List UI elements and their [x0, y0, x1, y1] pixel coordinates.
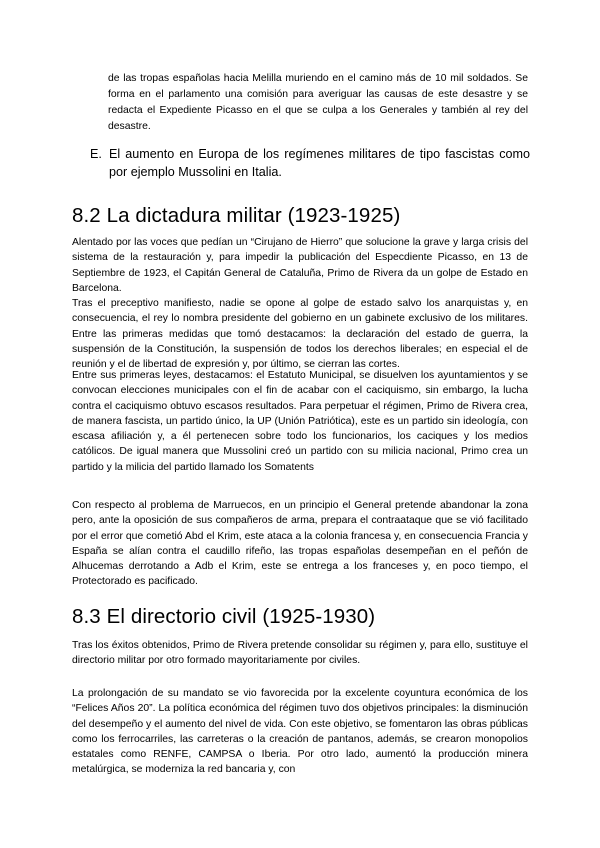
list-item-e [90, 146, 530, 181]
list-item-marker: E. [90, 147, 102, 161]
section-8-2-heading: 8.2 La dictadura militar (1923-1925) [72, 204, 401, 227]
section-8-2-paragraph-1: Alentado por las voces que pedían un “Cirujano de Hierro” que solucione la grave y larga crisis del sistema de la restauración y, para impedir la publicación del Especdiente Picasso, en 13 de Septiembre de 1923, el Capitán General de Cataluña, Primo de Rivera da un golpe de Estado en Barcelona. [72, 237, 528, 294]
section-8-3-heading: 8.3 El directorio civil (1925-1930) [72, 605, 376, 628]
section-8-3-paragraph-1: Tras los éxitos obtenidos, Primo de Rivera pretende consolidar su régimen y, para ello, sustituye el directorio militar por otro formado mayoritariamente por civiles. [72, 640, 528, 667]
intro-paragraph: de las tropas españolas hacia Melilla muriendo en el camino más de 10 mil soldados. Se forma en el parlamento una comisión para averiguar las causas de este desastre y se redacta el Expediente Picasso en el que se culpa a los Generales y también al rey del desastre. [108, 73, 528, 132]
section-8-2-paragraph-2: Tras el preceptivo manifiesto, nadie se opone al golpe de estado salvo los anarquistas y, en consecuencia, el rey lo nombra presidente del gobierno en un gabinete exclusivo de los militares. Entre las primeras medidas que tomó destacamos: la declaración del estado de guerra, la suspensión de la Constitución, la suspensión de todos los derechos liberales; en especial el de reunión y el de libertad de expresión y, por último, se cierran las cortes. [72, 298, 528, 371]
section-8-3-paragraph-2: La prolongación de su mandato se vio favorecida por la excelente coyuntura económica de los “Felices Años 20”. La política económica del régimen tuvo dos objetivos principales: la disminución del desempeño y el aumento del nivel de vida. Con este objetivo, se fomentaron las obras públicas como los ferrocarriles, las carreteras o la creación de pantanos, además, se crearon monopolios estatales como RENFE, CAMPSA o Iberia. Por otro lado, aumentó la producción minera metalúrgica, se moderniza la red bancaria y, con [72, 688, 528, 776]
section-8-2-paragraph-4: Con respecto al problema de Marruecos, en un principio el General pretende abandonar la zona pero, ante la oposición de sus compañeros de arma, prepara el contraataque que se vió facilitado por el error que cometió Abd el Krim, este ataca a la colonia francesa y, en consecuencia Francia y España se alían contra el caudillo rifeño, las tropas españolas desempeñan en el peñón de Alhucemas derrotando a Adb el Krim, este se entrega a los franceses y, en poco tiempo, el Protectorado es pacificado. [72, 500, 528, 588]
list-item-text: El aumento en Europa de los regímenes militares de tipo fascistas como por ejemplo Mussolini en Italia. [109, 147, 530, 179]
section-8-2-paragraph-3: Entre sus primeras leyes, destacamos: el Estatuto Municipal, se disuelven los ayuntamientos y se convocan elecciones municipales con el fin de acabar con el caciquismo, sin embargo, la lucha contra el caciquismo obtuvo escasos resultados. Para perpetuar el régimen, Primo de Rivera crea, de manera fascista, un partido único, la UP (Unión Patriótica), este es un partido sin ideología, con escasa afiliación y, a él pertenecen sobre todo los funcionarios, los caciques y los medios católicos. De igual manera que Mussolini creó un partido con su milicia nacional, Primo crea un partido y la milicia del partido llamado los Somatents [72, 370, 528, 473]
